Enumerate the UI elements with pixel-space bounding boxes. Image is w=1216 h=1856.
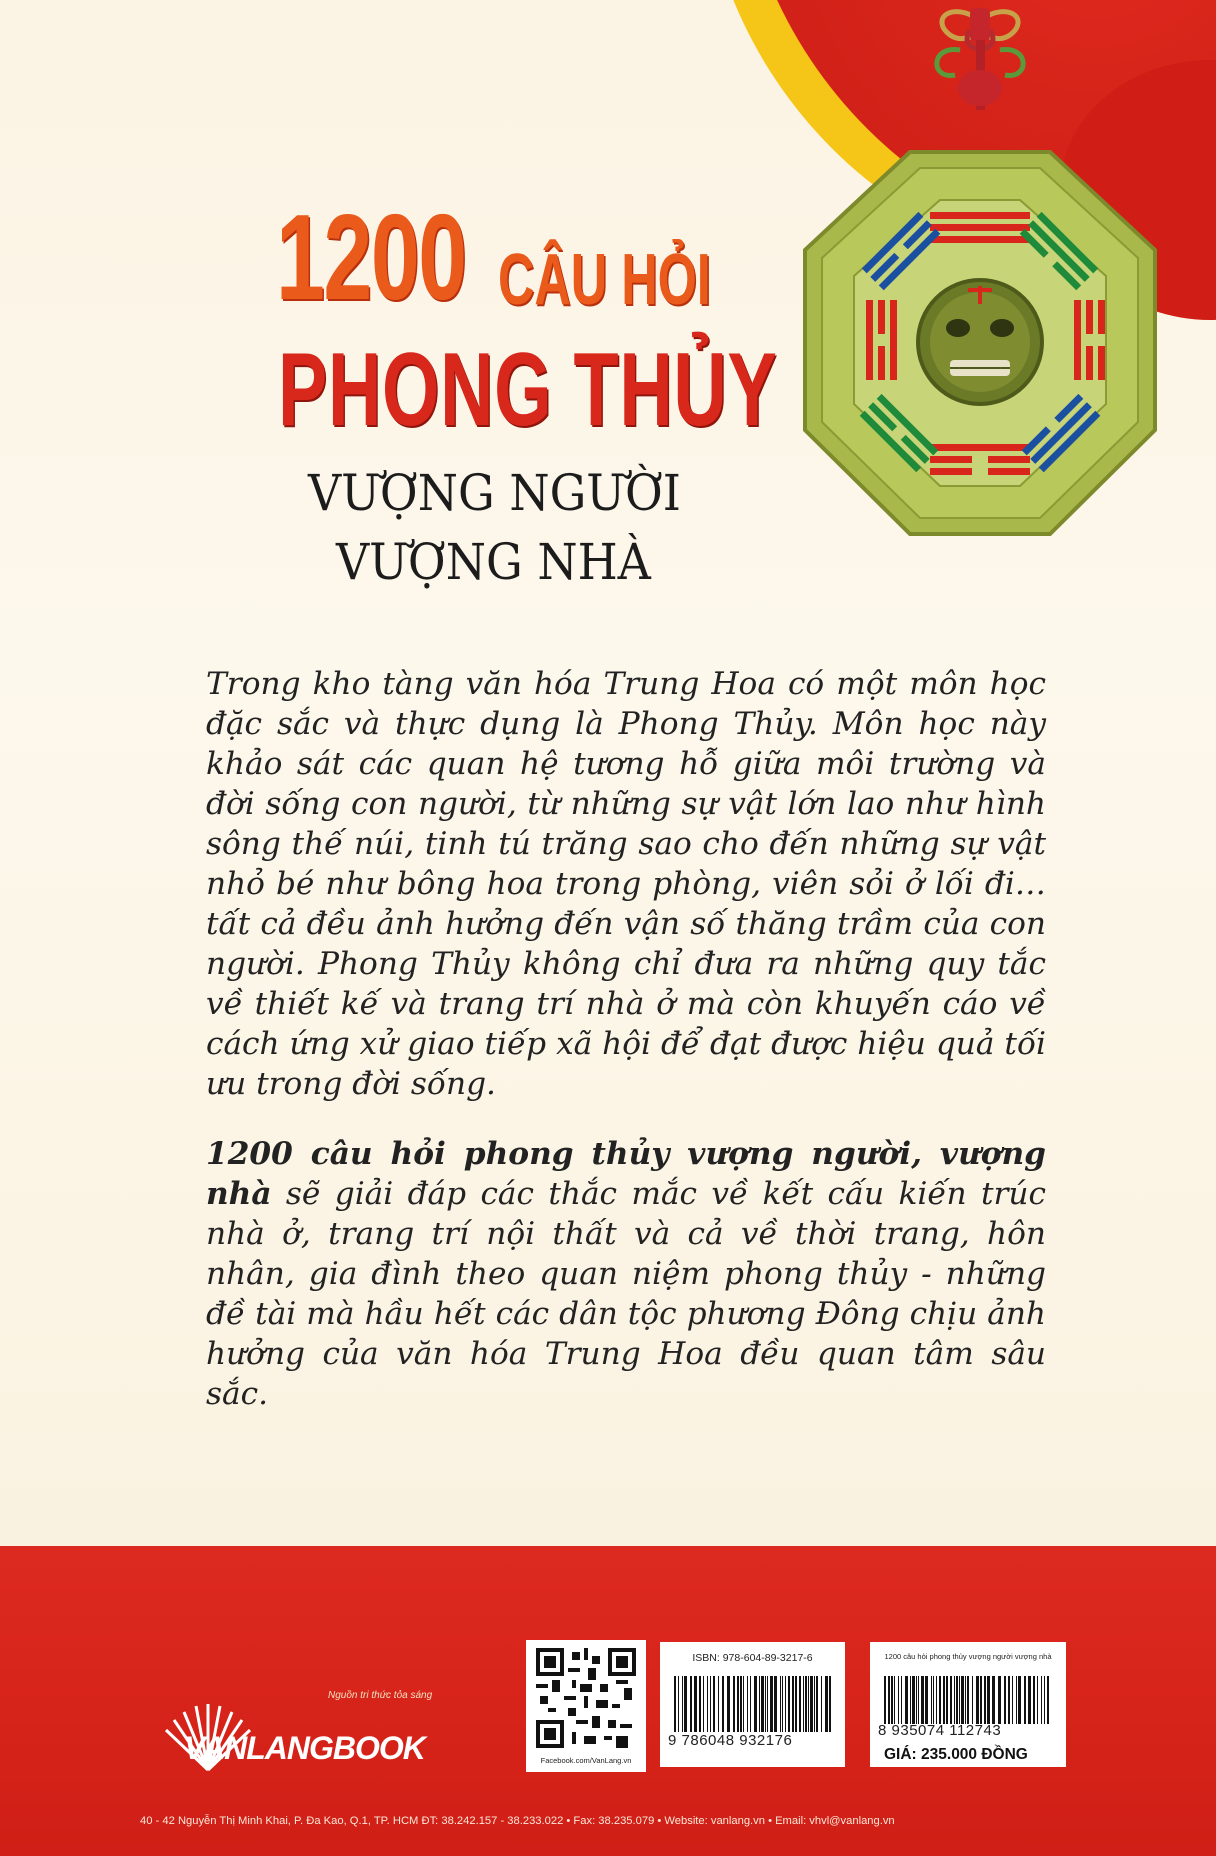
qr-pattern bbox=[536, 1648, 636, 1748]
price-barcode-box bbox=[870, 1642, 1066, 1767]
publisher-address: 40 - 42 Nguyễn Thị Minh Khai, P. Đa Kao, Q.1, TP. HCM ĐT: 38.242.157 - 38.233.022 • Fax: 38.235.079 • Website: vanlang.vn • Email: vhvl@vanlang.vn bbox=[140, 1815, 895, 1827]
publisher-name: VANLANGBOOK bbox=[184, 1730, 425, 1766]
bagua-mirror-illustration bbox=[780, 0, 1200, 560]
blurb-paragraph-1: Trong kho tàng văn hóa Trung Hoa có một môn học đặc sắc và thực dụng là Phong Thủy. Môn học này khảo sát các quan hệ tương hỗ giữa môi trường và đời sống con người, từ những sự vật lớn lao như hình sông thế núi, tinh tú trăng sao cho đến những sự vật nhỏ bé như bông hoa trong phòng, viên sỏi ở lối đi… tất cả đều ảnh hưởng đến vận số thăng trầm của con người. Phong Thủy không chỉ đưa ra những quy tắc về thiết kế và trang trí nhà ở mà còn khuyến cáo về cách ứng xử giao tiếp xã hội để đạt được hiệu quả tối ưu trong đời sống. bbox=[206, 666, 1046, 1102]
blurb-paragraph-2 bbox=[206, 1134, 1046, 1414]
title-line1: CÂU HỎI bbox=[498, 240, 711, 320]
price-box-label: 1200 câu hỏi phong thủy vượng người vượng nhà bbox=[884, 1652, 1052, 1661]
price-barcode-digits: 8 935074 112743 bbox=[878, 1722, 1002, 1739]
blurb bbox=[206, 664, 1046, 1414]
isbn-barcode-box bbox=[660, 1642, 845, 1767]
subtitle-line2: VƯỢNG NHÀ bbox=[336, 533, 651, 591]
title-line2: PHONG THỦY bbox=[278, 332, 778, 448]
qr-code bbox=[526, 1640, 646, 1772]
qr-caption: Facebook.com/VanLang.vn bbox=[540, 1756, 632, 1765]
isbn-barcode bbox=[670, 1676, 835, 1732]
price-barcode bbox=[880, 1676, 1056, 1724]
isbn-digits: 9 786048 932176 bbox=[668, 1732, 793, 1749]
blurb-paragraph-2-text: sẽ giải đáp các thắc mắc về kết cấu kiến trúc nhà ở, trang trí nội thất và cả về thời trang, hôn nhân, gia đình theo quan niệm phong thủy - những đề tài mà hầu hết các dân tộc phương Đông chịu ảnh hưởng của văn hóa Trung Hoa đều quan tâm sâu sắc. bbox=[206, 1176, 1046, 1412]
subtitle-line1: VƯỢNG NGƯỜI bbox=[308, 464, 681, 522]
publisher-slogan: Nguồn tri thức tỏa sáng bbox=[328, 1690, 433, 1701]
publisher-logo bbox=[148, 1690, 508, 1800]
title-number: 1200 bbox=[276, 189, 466, 325]
isbn-label: ISBN: 978-604-89-3217-6 bbox=[692, 1652, 813, 1664]
blurb-bold-title: 1200 câu hỏi phong thủy vượng người, vượng nhà bbox=[206, 1136, 1046, 1212]
price: GIÁ: 235.000 ĐỒNG bbox=[884, 1746, 1028, 1763]
